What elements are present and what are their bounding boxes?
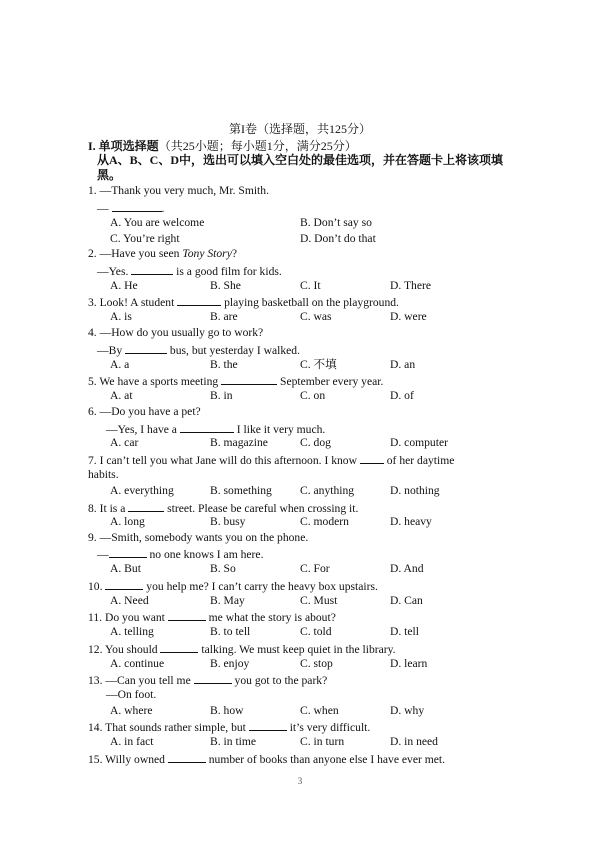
q9-reply xyxy=(97,546,263,562)
q1-option-a: A. You are welcome xyxy=(110,216,205,229)
q1-stem: 1. —Thank you very much, Mr. Smith. xyxy=(88,184,269,197)
q14-stem-start: 14. That sounds rather simple, but xyxy=(88,721,249,734)
q1-reply-prefix: — xyxy=(97,202,112,215)
section-title xyxy=(88,137,357,154)
q11-stem-end: me what the story is about? xyxy=(205,611,336,624)
q8-answer-blank xyxy=(128,500,164,512)
q5-answer-blank xyxy=(221,373,277,385)
q2-answer-blank xyxy=(131,263,173,275)
q2-option-b: B. She xyxy=(210,279,241,292)
q11-option-c: C. told xyxy=(300,625,332,638)
q6-option-d: D. computer xyxy=(390,436,448,449)
q13-option-d: D. why xyxy=(390,704,425,717)
q2-stem-end: ? xyxy=(231,247,237,260)
q12-option-a: A. continue xyxy=(110,657,165,670)
q10-stem-start: 10. xyxy=(88,580,106,593)
q14-option-b: B. in time xyxy=(210,735,257,748)
paper-heading: 第I卷（选择题，共125分） xyxy=(229,122,371,136)
q15-answer-blank xyxy=(168,751,206,763)
q9-reply-end: no one knows I am here. xyxy=(146,548,264,561)
q13-answer-blank xyxy=(194,672,232,684)
q11-option-b: B. to tell xyxy=(210,625,251,638)
q6-reply-end: I like it very much. xyxy=(233,423,326,436)
q1-answer-blank xyxy=(112,200,162,212)
q3-answer-blank xyxy=(177,294,221,306)
q13-option-b: B. how xyxy=(210,704,244,717)
q5-stem-start: 5. We have a sports meeting xyxy=(88,375,222,388)
q2-stem-text: 2. —Have you seen xyxy=(88,247,183,260)
q13-stem-start: 13. —Can you tell me xyxy=(88,674,194,687)
q10-stem-end: you help me? I can’t carry the heavy box upstairs. xyxy=(143,580,378,593)
q4-option-c: C. 不填 xyxy=(300,358,337,371)
q15-stem-start: 15. Willy owned xyxy=(88,753,168,766)
q8-option-c: C. modern xyxy=(300,515,349,528)
q2-option-a: A. He xyxy=(110,279,138,292)
q14-answer-blank xyxy=(249,719,287,731)
q3-option-c: C. was xyxy=(300,310,332,323)
q8-option-a: A. long xyxy=(110,515,145,528)
q4-stem: 4. —How do you usually go to work? xyxy=(88,326,264,339)
q12-stem-start: 12. You should xyxy=(88,643,161,656)
q9-reply-start: — xyxy=(97,548,109,561)
q2-option-d: D. There xyxy=(390,279,431,292)
q3-stem-end: playing basketball on the playground. xyxy=(221,296,399,309)
q11-stem xyxy=(88,609,336,625)
q4-answer-blank xyxy=(125,342,167,354)
q3-option-a: A. is xyxy=(110,310,132,323)
q2-reply xyxy=(97,263,282,279)
q5-stem xyxy=(88,373,383,389)
q14-option-c: C. in turn xyxy=(300,735,345,748)
q11-option-a: A. telling xyxy=(110,625,154,638)
section-number: I. xyxy=(88,139,96,153)
q2-option-c: C. It xyxy=(300,279,321,292)
q10-answer-blank xyxy=(105,578,143,590)
q8-option-d: D. heavy xyxy=(390,515,432,528)
q1-option-c: C. You’re right xyxy=(110,232,180,245)
q10-option-b: B. May xyxy=(210,594,245,607)
q8-stem-end: street. Please be careful when crossing it. xyxy=(164,502,359,515)
q12-stem-end: talking. We must keep quiet in the library. xyxy=(198,643,396,656)
q5-option-d: D. of xyxy=(390,389,414,402)
q3-option-d: D. were xyxy=(390,310,427,323)
page-number: 3 xyxy=(297,776,303,786)
q14-option-a: A. in fact xyxy=(110,735,154,748)
q6-option-b: B. magazine xyxy=(210,436,268,449)
q13-reply: —On foot. xyxy=(106,688,157,701)
q11-stem-start: 11. Do you want xyxy=(88,611,168,624)
section-name: 单项选择题 xyxy=(98,139,159,153)
q13-stem xyxy=(88,672,327,688)
q5-stem-end: September every year. xyxy=(277,375,384,388)
q2-reply-end: is a good film for kids. xyxy=(173,265,282,278)
q9-option-b: B. So xyxy=(210,562,236,575)
q5-option-c: C. on xyxy=(300,389,326,402)
q7-option-a: A. everything xyxy=(110,484,174,497)
q6-option-a: A. car xyxy=(110,436,139,449)
q7-option-c: C. anything xyxy=(300,484,355,497)
q7-option-d: D. nothing xyxy=(390,484,440,497)
q11-answer-blank xyxy=(168,609,206,621)
q7-answer-blank xyxy=(360,452,384,464)
q12-option-b: B. enjoy xyxy=(210,657,250,670)
q10-option-d: D. Can xyxy=(390,594,423,607)
q12-option-c: C. stop xyxy=(300,657,333,670)
q4-reply-start: —By xyxy=(97,344,126,357)
q14-stem xyxy=(88,719,370,735)
q6-answer-blank xyxy=(180,421,234,433)
q14-option-d: D. in need xyxy=(390,735,438,748)
q11-option-d: D. tell xyxy=(390,625,419,638)
q9-option-a: A. But xyxy=(110,562,141,575)
q4-reply xyxy=(97,342,300,358)
q1-option-d: D. Don’t do that xyxy=(300,232,376,245)
q6-reply-start: —Yes, I have a xyxy=(106,423,180,436)
section-note: （共25小题；每小题1分，满分25分） xyxy=(158,139,357,153)
q9-stem: 9. —Smith, somebody wants you on the phone. xyxy=(88,531,309,544)
q15-stem xyxy=(88,751,445,767)
q7-stem-continued: habits. xyxy=(88,468,119,481)
q13-stem-end: you got to the park? xyxy=(231,674,328,687)
q8-stem-start: 8. It is a xyxy=(88,502,129,515)
q4-option-d: D. an xyxy=(390,358,416,371)
q14-stem-end: it’s very difficult. xyxy=(286,721,371,734)
q7-stem-start: 7. I can’t tell you what Jane will do this afternoon. I know xyxy=(88,454,360,467)
q1-option-b: B. Don’t say so xyxy=(300,216,372,229)
q6-reply xyxy=(106,421,325,437)
q7-stem xyxy=(88,452,454,468)
q3-stem-start: 3. Look! A student xyxy=(88,296,178,309)
q3-option-b: B. are xyxy=(210,310,238,323)
q5-option-a: A. at xyxy=(110,389,133,402)
q15-stem-end: number of books than anyone else I have ever met. xyxy=(205,753,446,766)
q8-stem xyxy=(88,500,358,516)
q12-stem xyxy=(88,641,396,657)
q1-reply xyxy=(97,200,164,216)
q9-answer-blank xyxy=(109,546,147,558)
q2-stem xyxy=(88,247,237,261)
q2-reply-start: —Yes. xyxy=(97,265,132,278)
q8-option-b: B. busy xyxy=(210,515,246,528)
q10-stem xyxy=(88,578,378,594)
q6-option-c: C. dog xyxy=(300,436,331,449)
q3-stem xyxy=(88,294,399,310)
q13-option-c: C. when xyxy=(300,704,339,717)
q1-reply-suffix: . xyxy=(161,202,165,215)
q13-option-a: A. where xyxy=(110,704,153,717)
q5-option-b: B. in xyxy=(210,389,233,402)
q4-reply-end: bus, but yesterday I walked. xyxy=(167,344,301,357)
q9-option-c: C. For xyxy=(300,562,330,575)
q4-option-b: B. the xyxy=(210,358,238,371)
q9-option-d: D. And xyxy=(390,562,424,575)
q7-stem-end: of her daytime xyxy=(383,454,455,467)
q12-answer-blank xyxy=(160,641,198,653)
q7-option-b: B. something xyxy=(210,484,272,497)
q2-film-title: Tony Story xyxy=(182,247,232,260)
q10-option-a: A. Need xyxy=(110,594,149,607)
instruction-text: 从A、B、C、D中，选出可以填入空白处的最佳选项，并在答题卡上将该项填黑。 xyxy=(97,153,504,182)
q10-option-c: C. Must xyxy=(300,594,338,607)
q6-stem: 6. —Do you have a pet? xyxy=(88,405,201,418)
q4-option-a: A. a xyxy=(110,358,130,371)
q12-option-d: D. learn xyxy=(390,657,428,670)
